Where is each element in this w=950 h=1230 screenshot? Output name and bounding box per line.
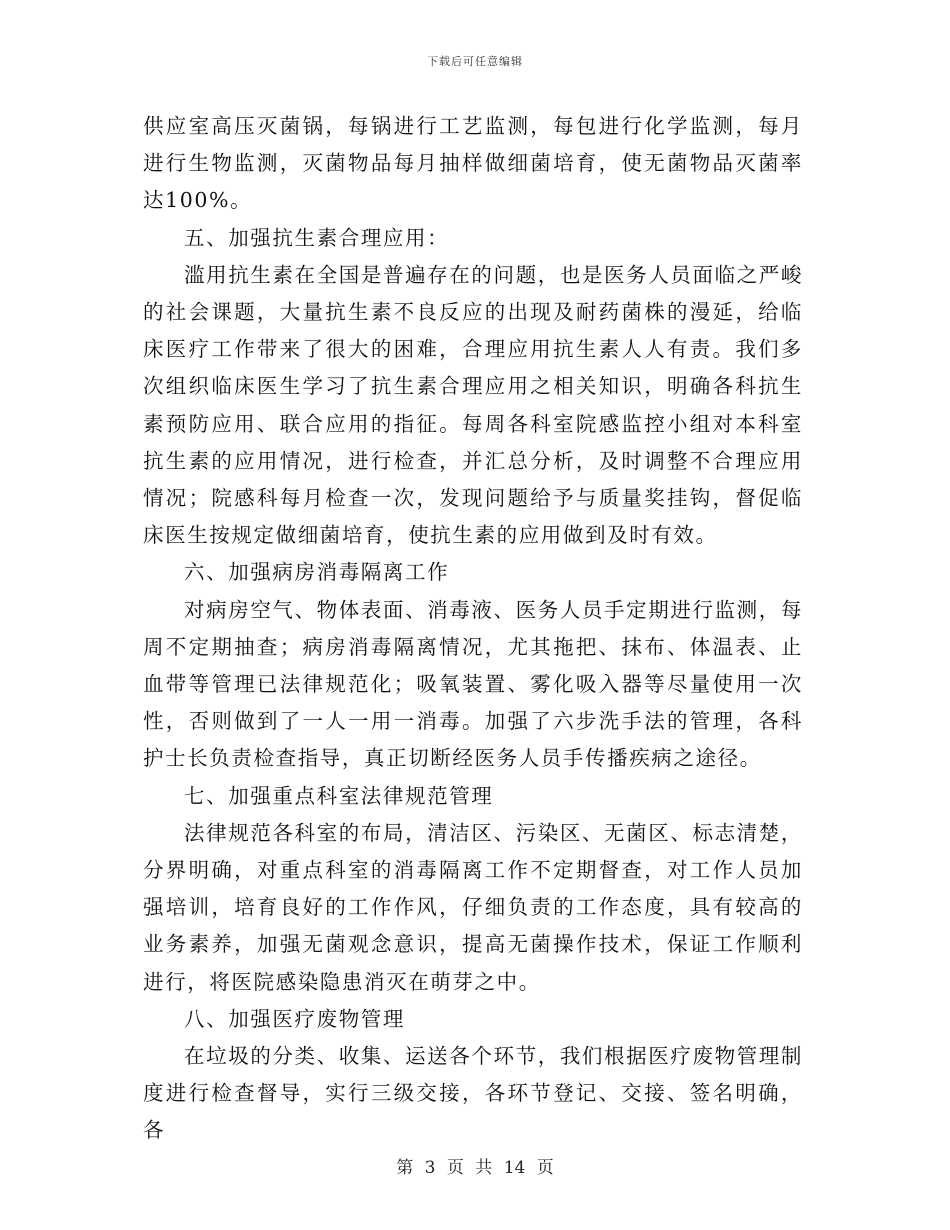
- section-heading-6: 六、加强病房消毒隔离工作: [184, 560, 450, 585]
- paragraph-antibiotics: 滥用抗生素在全国是普遍存在的问题，也是医务人员面临之严峻的社会课题，大量抗生素不良反应的出现及耐药菌株的漫延，给临床医疗工作带来了很大的困难，合理应用抗生素人人有责。我们多次组织临床医生学习了抗生素合理应用之相关知识，明确各科抗生素预防应用、联合应用的指征。每周各科室院感监控小组对本科室抗生素的应用情况，进行检查，并汇总分析，及时调整不合理应用情况；院感科每月检查一次，发现问题给予与质量奖挂钩，督促临床医生按规定做细菌培育，使抗生素的应用做到及时有效。: [143, 262, 803, 548]
- page-header-note: 下载后可任意编辑: [427, 55, 523, 68]
- document-body: [143, 108, 803, 1150]
- section-heading-8: 八、加强医疗废物管理: [184, 1006, 405, 1031]
- paragraph-key-departments: 法律规范各科室的布局，清洁区、污染区、无菌区、标志清楚，分界明确，对重点科室的消毒隔离工作不定期督查，对工作人员加强培训，培育良好的工作作风，仔细负责的工作态度，具有较高的业务素养，加强无菌观念意识，提高无菌操作技术，保证工作顺利进行，将医院感染隐患消灭在萌芽之中。: [143, 820, 803, 994]
- section-heading-5: 五、加强抗生素合理应用：: [184, 225, 450, 250]
- page-number-footer: 第 3 页 共 14 页: [396, 1158, 554, 1178]
- paragraph-medical-waste: 在垃圾的分类、收集、运送各个环节，我们根据医疗废物管理制度进行检查督导，实行三级交接，各环节登记、交接、签名明确，各: [143, 1044, 803, 1143]
- section-heading-7: 七、加强重点科室法律规范管理: [184, 783, 494, 808]
- paragraph-ward-disinfection: 对病房空气、物体表面、消毒液、医务人员手定期进行监测，每周不定期抽查；病房消毒隔离情况，尤其拖把、抹布、体温表、止血带等管理已法律规范化；吸氧装置、雾化吸入器等尽量使用一次性，否则做到了一人一用一消毒。加强了六步洗手法的管理，各科护士长负责检查指导，真正切断经医务人员手传播疾病之途径。: [143, 597, 803, 771]
- paragraph-continuation: 供应室高压灭菌锅，每锅进行工艺监测，每包进行化学监测，每月进行生物监测，灭菌物品每月抽样做细菌培育，使无菌物品灭菌率达100%。: [143, 114, 803, 213]
